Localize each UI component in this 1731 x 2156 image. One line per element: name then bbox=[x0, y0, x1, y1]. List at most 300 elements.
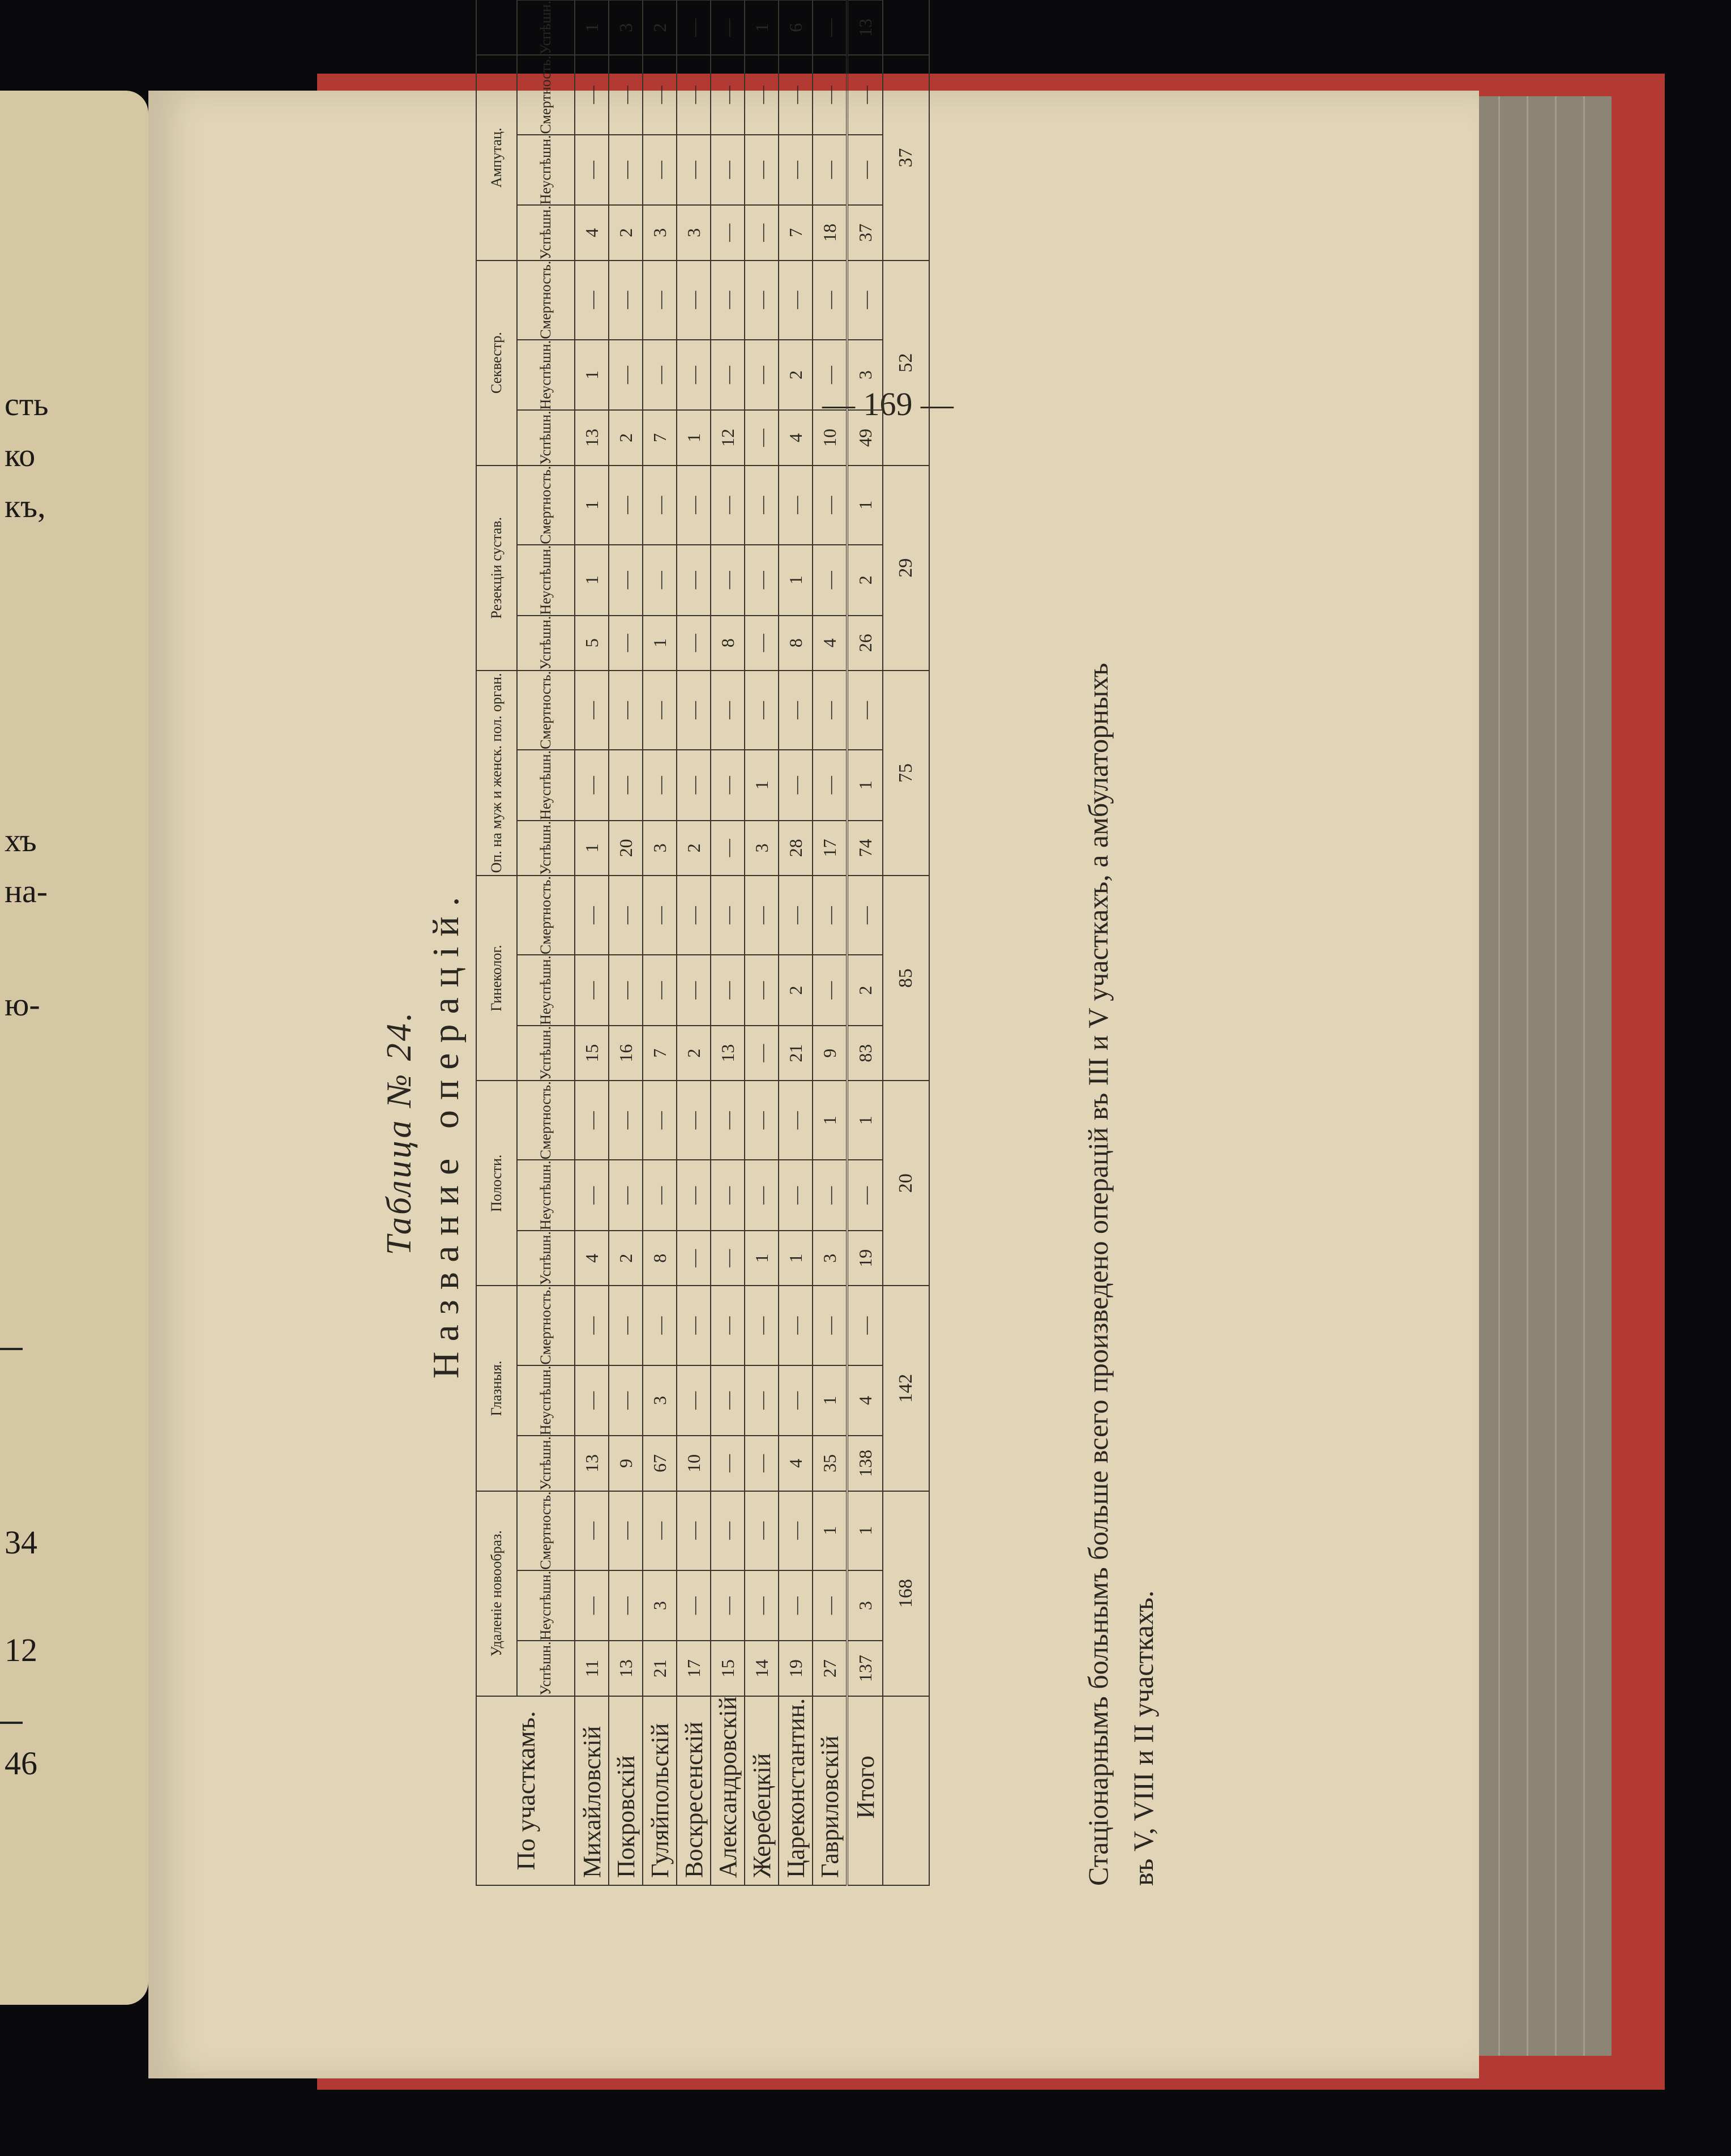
table-subtitle: Название операцій. bbox=[425, 886, 467, 1379]
total-cell: 19 bbox=[847, 1231, 883, 1286]
table-cell: — bbox=[575, 671, 609, 750]
district-name: Михайловскій bbox=[575, 1696, 609, 1885]
left-page-rule bbox=[0, 1348, 23, 1350]
table-cell: — bbox=[745, 545, 779, 616]
table-cell: — bbox=[575, 1570, 609, 1641]
district-header: По участкамъ. bbox=[476, 1696, 575, 1885]
total-cell: — bbox=[847, 135, 883, 206]
table-cell: — bbox=[745, 205, 779, 260]
table-cell: — bbox=[643, 135, 677, 206]
sub-header: Смертность. bbox=[517, 671, 575, 750]
table-cell: 1 bbox=[745, 1231, 779, 1286]
table-cell: — bbox=[677, 750, 711, 821]
table-row bbox=[575, 0, 609, 1885]
table-cell: — bbox=[745, 466, 779, 545]
table-row bbox=[779, 0, 813, 1885]
sub-header: Неуспѣшн. bbox=[517, 545, 575, 616]
table-cell: 2 bbox=[609, 410, 643, 465]
group-header: Резекціи сустав. bbox=[476, 466, 517, 671]
grand-total-cell: 142 bbox=[883, 1286, 929, 1491]
table-cell: — bbox=[643, 750, 677, 821]
table-cell: 3 bbox=[609, 0, 643, 55]
table-cell: — bbox=[609, 261, 643, 340]
total-cell: — bbox=[847, 1160, 883, 1231]
total-cell: 138 bbox=[847, 1436, 883, 1491]
table-cell: — bbox=[677, 1160, 711, 1231]
table-cell: 8 bbox=[711, 616, 745, 671]
total-cell: — bbox=[847, 55, 883, 134]
table-cell: — bbox=[643, 1491, 677, 1570]
table-cell: 13 bbox=[711, 1026, 745, 1081]
table-cell: — bbox=[779, 135, 813, 206]
table-cell: 19 bbox=[779, 1641, 813, 1696]
group-header: Гинеколог. bbox=[476, 876, 517, 1081]
table-cell: — bbox=[711, 1286, 745, 1365]
table-cell: — bbox=[711, 750, 745, 821]
total-cell: — bbox=[847, 261, 883, 340]
table-cell: — bbox=[745, 55, 779, 134]
table-cell: — bbox=[813, 876, 847, 955]
total-cell: 13 bbox=[847, 0, 883, 55]
table-cell: — bbox=[643, 671, 677, 750]
group-header: Оп. на муж и женск. пол. орган. bbox=[476, 671, 517, 876]
table-cell: — bbox=[711, 1570, 745, 1641]
table-cell: — bbox=[609, 55, 643, 134]
table-cell: — bbox=[745, 135, 779, 206]
table-cell: — bbox=[677, 135, 711, 206]
table-cell: — bbox=[745, 1160, 779, 1231]
table-cell: 14 bbox=[745, 1641, 779, 1696]
table-cell: — bbox=[609, 466, 643, 545]
table-cell: — bbox=[643, 545, 677, 616]
table-cell: 3 bbox=[643, 1365, 677, 1436]
total-cell: 137 bbox=[847, 1641, 883, 1696]
table-cell: — bbox=[575, 55, 609, 134]
grand-total-cell bbox=[883, 0, 929, 55]
table-cell: 2 bbox=[643, 0, 677, 55]
table-cell: 27 bbox=[813, 1641, 847, 1696]
table-cell: — bbox=[609, 955, 643, 1026]
table-cell: — bbox=[575, 1160, 609, 1231]
table-cell: — bbox=[677, 955, 711, 1026]
table-cell: — bbox=[609, 340, 643, 411]
table-cell: — bbox=[609, 1160, 643, 1231]
rotated-table-block bbox=[379, 1, 1183, 1897]
table-cell: 18 bbox=[813, 205, 847, 260]
grand-total-cell: 20 bbox=[883, 1081, 929, 1286]
table-cell: — bbox=[813, 466, 847, 545]
grand-total-cell: 37 bbox=[883, 55, 929, 260]
table-cell: — bbox=[575, 261, 609, 340]
sub-header: Смертность. bbox=[517, 1286, 575, 1365]
table-cell: 4 bbox=[779, 410, 813, 465]
table-cell: 7 bbox=[779, 205, 813, 260]
table-cell: 5 bbox=[575, 616, 609, 671]
table-cell: 1 bbox=[813, 1081, 847, 1160]
table-cell: — bbox=[813, 545, 847, 616]
sub-header: Успѣшн. bbox=[517, 1436, 575, 1491]
table-cell: — bbox=[813, 135, 847, 206]
table-cell: — bbox=[643, 340, 677, 411]
table-cell: 67 bbox=[643, 1436, 677, 1491]
table-cell: — bbox=[779, 261, 813, 340]
group-header: Удаленіе новообраз. bbox=[476, 1491, 517, 1696]
table-cell: — bbox=[643, 955, 677, 1026]
group-header: Ампутац. bbox=[476, 55, 517, 260]
table-cell: — bbox=[677, 261, 711, 340]
page-number: — 169 — bbox=[822, 386, 954, 422]
table-cell: — bbox=[677, 466, 711, 545]
table-cell: 13 bbox=[575, 1436, 609, 1491]
total-cell: 4 bbox=[847, 1365, 883, 1436]
table-cell bbox=[711, 0, 745, 55]
table-cell: — bbox=[813, 750, 847, 821]
total-cell: 1 bbox=[847, 1081, 883, 1160]
sub-header: Неуспѣшн. bbox=[517, 1160, 575, 1231]
district-name: Александровскій bbox=[711, 1696, 745, 1885]
table-cell: — bbox=[609, 1365, 643, 1436]
table-cell: — bbox=[745, 1365, 779, 1436]
table-cell: — bbox=[609, 671, 643, 750]
total-cell: 74 bbox=[847, 821, 883, 876]
table-cell: — bbox=[575, 1365, 609, 1436]
sub-header: Неуспѣшн. bbox=[517, 135, 575, 206]
table-cell: — bbox=[813, 1570, 847, 1641]
left-page-fragment: 46 bbox=[5, 1745, 37, 1782]
table-cell: 11 bbox=[575, 1641, 609, 1696]
table-row bbox=[745, 0, 779, 1885]
table-cell: — bbox=[711, 955, 745, 1026]
table-cell: — bbox=[575, 955, 609, 1026]
total-cell: 83 bbox=[847, 1026, 883, 1081]
table-cell: — bbox=[643, 1081, 677, 1160]
sub-header: Неуспѣшн. bbox=[517, 1570, 575, 1641]
left-page-fragment: сть bbox=[5, 386, 49, 422]
table-row bbox=[813, 0, 847, 1885]
table-cell: — bbox=[779, 671, 813, 750]
table-cell: 21 bbox=[643, 1641, 677, 1696]
district-name: Цареконстантин. bbox=[779, 1696, 813, 1885]
table-cell: 3 bbox=[677, 205, 711, 260]
table-cell: — bbox=[745, 671, 779, 750]
table-cell: 4 bbox=[575, 1231, 609, 1286]
table-cell: — bbox=[677, 1231, 711, 1286]
table-cell: — bbox=[609, 1286, 643, 1365]
table-cell: — bbox=[779, 1081, 813, 1160]
left-page-fragment: 12 bbox=[5, 1632, 37, 1668]
table-cell: 3 bbox=[643, 821, 677, 876]
table-cell: 1 bbox=[575, 0, 609, 55]
total-cell: 37 bbox=[847, 205, 883, 260]
table-cell: — bbox=[575, 750, 609, 821]
table-cell: — bbox=[711, 1365, 745, 1436]
table-cell: — bbox=[711, 1081, 745, 1160]
total-cell: — bbox=[847, 671, 883, 750]
table-cell: — bbox=[575, 876, 609, 955]
sub-header: Успѣшн. bbox=[517, 205, 575, 260]
table-cell: — bbox=[643, 1286, 677, 1365]
group-header bbox=[476, 0, 517, 55]
table-cell: 3 bbox=[643, 205, 677, 260]
table-cell: — bbox=[711, 876, 745, 955]
sub-header: Смертность. bbox=[517, 1491, 575, 1570]
table-cell: — bbox=[677, 545, 711, 616]
table-cell: — bbox=[745, 1081, 779, 1160]
table-cell: — bbox=[745, 616, 779, 671]
table-cell: — bbox=[745, 1286, 779, 1365]
left-page bbox=[0, 91, 148, 2005]
table-cell: 28 bbox=[779, 821, 813, 876]
grand-total-cell: 52 bbox=[883, 261, 929, 466]
total-cell: 49 bbox=[847, 410, 883, 465]
table-cell: 17 bbox=[677, 1641, 711, 1696]
table-cell: — bbox=[745, 1436, 779, 1491]
table-cell: — bbox=[609, 616, 643, 671]
total-cell: 1 bbox=[847, 750, 883, 821]
total-cell: 3 bbox=[847, 1570, 883, 1641]
table-cell: — bbox=[711, 205, 745, 260]
table-cell: — bbox=[779, 1491, 813, 1570]
group-header: Глазныя. bbox=[476, 1286, 517, 1491]
table-cell: — bbox=[609, 876, 643, 955]
table-cell: — bbox=[711, 340, 745, 411]
table-cell: — bbox=[609, 1491, 643, 1570]
table-cell: — bbox=[813, 1286, 847, 1365]
table-cell: 17 bbox=[813, 821, 847, 876]
table-cell: — bbox=[609, 135, 643, 206]
table-cell: 21 bbox=[779, 1026, 813, 1081]
table-row bbox=[609, 0, 643, 1885]
table-cell: — bbox=[677, 1081, 711, 1160]
table-cell: 9 bbox=[609, 1436, 643, 1491]
table-cell: 1 bbox=[745, 750, 779, 821]
table-cell: — bbox=[779, 876, 813, 955]
sub-header: Неуспѣшн. bbox=[517, 340, 575, 411]
table-cell: 1 bbox=[575, 466, 609, 545]
group-header: Секвестр. bbox=[476, 261, 517, 466]
table-cell: 1 bbox=[779, 1231, 813, 1286]
sub-header: Успѣшн. bbox=[517, 1026, 575, 1081]
table-cell: 2 bbox=[609, 1231, 643, 1286]
table-cell: 1 bbox=[779, 545, 813, 616]
table-cell: — bbox=[609, 1570, 643, 1641]
grand-total-cell: 168 bbox=[883, 1491, 929, 1696]
table-cell: — bbox=[677, 1570, 711, 1641]
footer-line-2: въ V, VIII и II участкахъ. bbox=[1127, 1590, 1159, 1886]
total-cell: 2 bbox=[847, 545, 883, 616]
table-cell: — bbox=[711, 1160, 745, 1231]
table-cell: — bbox=[779, 55, 813, 134]
table-cell: 8 bbox=[779, 616, 813, 671]
table-cell: 6 bbox=[779, 0, 813, 55]
table-cell: — bbox=[643, 876, 677, 955]
table-cell: — bbox=[779, 1160, 813, 1231]
table-cell: — bbox=[711, 821, 745, 876]
table-cell: 1 bbox=[575, 545, 609, 616]
district-name: Покровскій bbox=[609, 1696, 643, 1885]
table-cell: — bbox=[677, 671, 711, 750]
sub-header: Успѣшн. bbox=[517, 410, 575, 465]
table-cell: 15 bbox=[575, 1026, 609, 1081]
table-cell: — bbox=[779, 1570, 813, 1641]
sub-header: Неуспѣшн. bbox=[517, 955, 575, 1026]
table-cell: 1 bbox=[813, 1491, 847, 1570]
table-cell: — bbox=[711, 671, 745, 750]
table-cell: — bbox=[609, 1081, 643, 1160]
district-name: Жеребецкій bbox=[745, 1696, 779, 1885]
table-cell: — bbox=[745, 340, 779, 411]
table-cell: 20 bbox=[609, 821, 643, 876]
district-name: Воскресенскій bbox=[677, 1696, 711, 1885]
table-cell: — bbox=[677, 1286, 711, 1365]
table-cell: 13 bbox=[609, 1641, 643, 1696]
table-cell: 2 bbox=[677, 821, 711, 876]
left-page-fragment: ко bbox=[5, 437, 36, 473]
district-name: Гуляйпольскій bbox=[643, 1696, 677, 1885]
table-cell: — bbox=[677, 55, 711, 134]
total-cell: 3 bbox=[847, 340, 883, 411]
total-cell: 1 bbox=[847, 1491, 883, 1570]
table-cell: 10 bbox=[677, 1436, 711, 1491]
table-cell: — bbox=[813, 340, 847, 411]
table-cell: — bbox=[711, 1436, 745, 1491]
table-row bbox=[677, 0, 711, 1885]
table-cell: 2 bbox=[779, 955, 813, 1026]
table-cell: 15 bbox=[711, 1641, 745, 1696]
table-cell: 9 bbox=[813, 1026, 847, 1081]
table-cell: — bbox=[643, 261, 677, 340]
left-page-rule bbox=[0, 1722, 23, 1724]
group-header: Полости. bbox=[476, 1081, 517, 1286]
total-cell: 2 bbox=[847, 955, 883, 1026]
table-cell: 13 bbox=[575, 410, 609, 465]
table-cell: — bbox=[677, 340, 711, 411]
total-row bbox=[847, 0, 883, 1885]
sub-header: Неуспѣшн. bbox=[517, 750, 575, 821]
table-cell: — bbox=[575, 1286, 609, 1365]
district-name: Гавриловскій bbox=[813, 1696, 847, 1885]
table-cell: — bbox=[745, 1570, 779, 1641]
table-cell: 4 bbox=[813, 616, 847, 671]
table-cell: — bbox=[643, 466, 677, 545]
table-cell: — bbox=[813, 55, 847, 134]
table-cell bbox=[813, 0, 847, 55]
table-cell: — bbox=[779, 1286, 813, 1365]
table-cell: 1 bbox=[677, 410, 711, 465]
table-cell: 1 bbox=[745, 0, 779, 55]
table-cell: 4 bbox=[779, 1436, 813, 1491]
table-cell: — bbox=[711, 261, 745, 340]
table-cell: — bbox=[711, 55, 745, 134]
table-cell: 35 bbox=[813, 1436, 847, 1491]
table-cell: — bbox=[745, 1026, 779, 1081]
table-cell: 8 bbox=[643, 1231, 677, 1286]
table-cell: 3 bbox=[745, 821, 779, 876]
sub-header: Смертность. bbox=[517, 261, 575, 340]
table-cell: 3 bbox=[643, 1570, 677, 1641]
sub-header: Успѣшн. bbox=[517, 821, 575, 876]
sub-header: Смертность. bbox=[517, 876, 575, 955]
table-cell: — bbox=[677, 0, 711, 55]
table-cell: — bbox=[711, 135, 745, 206]
table-cell: — bbox=[643, 55, 677, 134]
table-cell: 1 bbox=[575, 821, 609, 876]
table-cell: 2 bbox=[609, 205, 643, 260]
total-label: Итого bbox=[847, 1696, 883, 1885]
sub-header: Успѣшн. bbox=[517, 1641, 575, 1696]
table-cell: 1 bbox=[813, 1365, 847, 1436]
sub-header: Успѣшн. bbox=[517, 1231, 575, 1286]
table-cell: — bbox=[745, 261, 779, 340]
table-cell: 2 bbox=[779, 340, 813, 411]
table-cell: — bbox=[813, 261, 847, 340]
table-cell: — bbox=[779, 1365, 813, 1436]
table-cell: — bbox=[711, 466, 745, 545]
total-cell: 1 bbox=[847, 466, 883, 545]
footer-line-1: Стаціонарнымъ больнымъ больше всего произведено операцій въ III и V участкахъ, а амбулаторныхъ bbox=[1082, 663, 1114, 1886]
table-cell: — bbox=[677, 1365, 711, 1436]
table-cell: — bbox=[711, 1231, 745, 1286]
table-cell: 16 bbox=[609, 1026, 643, 1081]
grand-total-cell: 75 bbox=[883, 671, 929, 876]
table-cell: 2 bbox=[677, 1026, 711, 1081]
left-page-fragment: на- bbox=[5, 873, 48, 910]
table-cell: — bbox=[677, 876, 711, 955]
table-cell: — bbox=[711, 545, 745, 616]
total-cell: — bbox=[847, 1286, 883, 1365]
table-cell: — bbox=[745, 410, 779, 465]
sub-header: Успѣшн. bbox=[517, 616, 575, 671]
table-cell: — bbox=[779, 466, 813, 545]
table-cell: — bbox=[813, 1160, 847, 1231]
table-cell: — bbox=[575, 1491, 609, 1570]
table-cell: — bbox=[813, 671, 847, 750]
table-cell: — bbox=[643, 1160, 677, 1231]
table-cell: 1 bbox=[575, 340, 609, 411]
operations-table bbox=[476, 0, 930, 1886]
table-cell: 3 bbox=[813, 1231, 847, 1286]
grand-total-cell: 85 bbox=[883, 876, 929, 1081]
page-edges bbox=[1472, 96, 1612, 2056]
table-cell: — bbox=[745, 876, 779, 955]
table-cell: — bbox=[779, 750, 813, 821]
table-cell: — bbox=[745, 955, 779, 1026]
total-cell: 26 bbox=[847, 616, 883, 671]
sub-header: Смертность. bbox=[517, 55, 575, 134]
sub-header: Смертность. bbox=[517, 466, 575, 545]
table-cell: 7 bbox=[643, 410, 677, 465]
left-page-fragment: 34 bbox=[5, 1524, 37, 1561]
table-cell: 10 bbox=[813, 410, 847, 465]
sub-header: Смертность. bbox=[517, 1081, 575, 1160]
table-cell: — bbox=[575, 135, 609, 206]
table-cell: 12 bbox=[711, 410, 745, 465]
table-title: Таблица № 24. bbox=[380, 1010, 418, 1256]
table-cell: — bbox=[677, 1491, 711, 1570]
table-cell: — bbox=[745, 1491, 779, 1570]
table-row bbox=[711, 0, 745, 1885]
total-cell: — bbox=[847, 876, 883, 955]
grand-total-spacer bbox=[883, 1696, 929, 1885]
sub-header: Неуспѣшн. bbox=[517, 1365, 575, 1436]
table-cell: 7 bbox=[643, 1026, 677, 1081]
left-page-fragment: ю- bbox=[5, 986, 40, 1023]
table-cell: — bbox=[609, 750, 643, 821]
table-cell: — bbox=[677, 616, 711, 671]
sub-header: Успѣшн. bbox=[517, 0, 575, 55]
left-page-fragment: хъ bbox=[5, 822, 37, 859]
table-cell: — bbox=[813, 955, 847, 1026]
